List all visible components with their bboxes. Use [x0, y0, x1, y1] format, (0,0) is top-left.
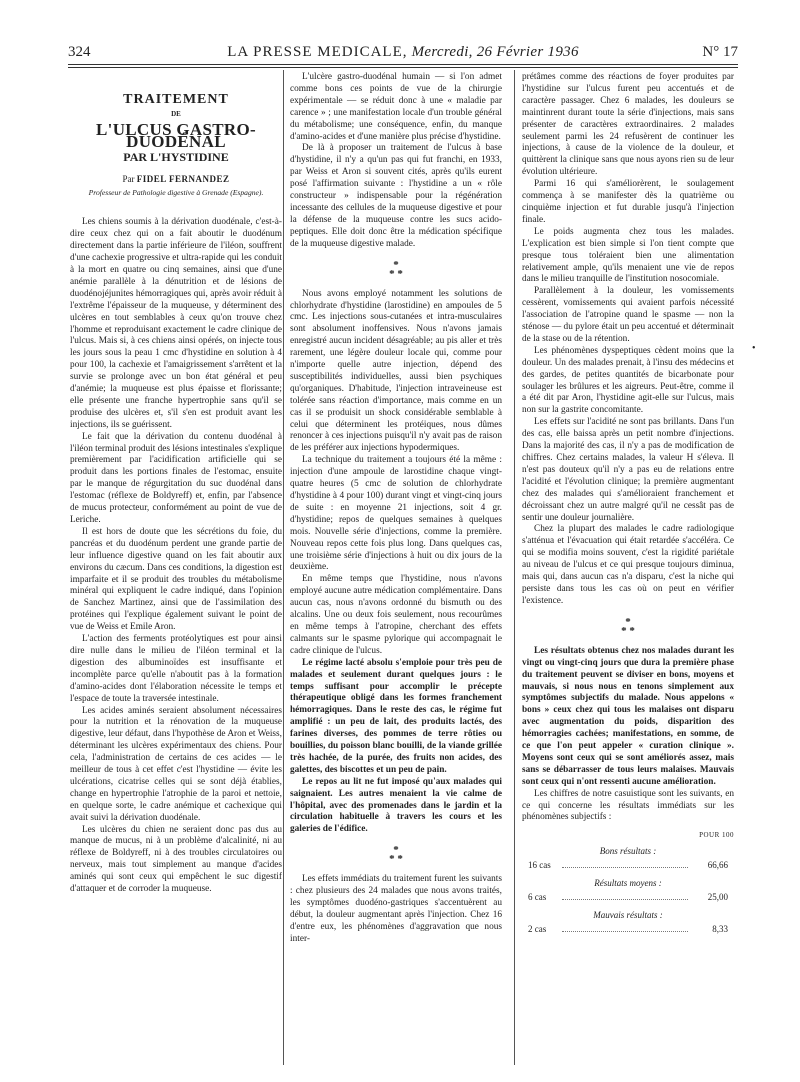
results-row [522, 892, 734, 907]
results-group [522, 878, 734, 907]
percent-value: 25,00 [707, 892, 728, 903]
column-3 [522, 72, 734, 939]
results-label: Bons résultats : [599, 846, 657, 857]
paragraph: Les chiffres de notre casuistique sont les suivants, en ce qui concerne les résultats immédiats sur les phénomènes subjectifs : [522, 788, 734, 823]
dot-leader [562, 899, 688, 900]
column-divider [283, 70, 284, 1065]
paragraph: Parallèlement à la douleur, les vomissements cessèrent, vomissements qui avaient parfois nécessité l'association de l'atropine quand le spasme — non la sténose — du pylore était un peu accentué et déterminait de la stase ou de la rétention. [522, 286, 734, 344]
article-title-block [70, 94, 282, 199]
paragraph: Nous avons employé notamment les solutions de chlorhydrate d'hystidine (larostidine) en ampoules de 5 cmc. Les injections sous-cutanées et intra-musculaires sont absolument inoffensives. Nous n'avons jamais enregistré aucun incident désagréable; au pis aller et très rarement, une légère douleur locale qui, comme pour n'importe quelle autre injection, dépend des susceptibilités individuelles, aussi bien psychiques qu'organiques. D'habitude, l'injection intraveineuse est tolérée sans réaction d'importance, mais comme en un cas il se produisit un shock considérable semblable à celui que déterminent les protéiques, nous dûmes renoncer à ces injections puisqu'il n'y avait pas de raison de les préférer aux injections hypodermiques. [290, 288, 502, 454]
paragraph: prétâmes comme des réactions de foyer produites par l'hystidine sur l'ulcus furent peu accentués et de caractère passager. Chez 6 malades, les douleurs se maintinrent durant toute la série d'injections, mais sans présenter de caractères extraordinaires. 2 malades seulement parmi les 24 refusèrent de continuer les injections, à cause de la violence de la douleur, et quittèrent la clinique sans que nous ayons rien su de leur évolution ultérieure. [522, 72, 734, 178]
paragraph: Il est hors de doute que les sécrétions du foie, du pancréas et du duodénum perdent une grande partie de leur influence digestive quand on les fait aboutir aux environs du cæcum. Dans ces conditions, la digestion est imparfaite et il se produit des troubles du métabolisme minéral qui expliquent le cadre indiqué, dans l'opinion de Sanchez Martinez, ainsi que de l'assimilation des protéines qui l'explique également suivant le point de vue de Weiss et Emile Aron. [70, 526, 282, 633]
dot-leader [562, 867, 688, 868]
paragraph: Les effets sur l'acidité ne sont pas brillants. Dans l'un des cas, elle baissa après un petit nombre d'injections. Dans la majorité des cas, il n'y a pas de modification de chiffres. Chez certains malades, la valeur H s'éleva. Il n'est pas douteux qu'il n'y a pas eu de relations entre l'acidité et l'évolution clinique; la première augmentant chez des malades qui s'amélioraient franchement et décroissant chez un autre malgré qu'il ne cessât pas de sentir une douleur journalière. [522, 417, 734, 523]
issue-date: Mercredi, 26 Février 1936 [411, 44, 579, 60]
header-rule [68, 64, 738, 65]
paragraph: Le fait que la dérivation du contenu duodénal à l'iléon terminal produit des lésions intestinales s'explique premièrement par l'acidification artificielle qui se produit dans les portions finales de l'estomac, ensuite par le manque de régurgitation du suc duodénal dans l'estomac (réflexe de Boldyreff) et, enfin, par l'absence de mucus protecteur, conformément au point de vue de Leriche. [70, 431, 282, 525]
column-2 [290, 72, 502, 946]
page-header [68, 44, 738, 66]
page-number: 324 [68, 44, 91, 60]
paragraph: Les chiens soumis à la dérivation duodénale, c'est-à-dire ceux chez qui on a fait aboutir le duodénum directement dans la partie inférieure de l'iléon, souffrent d'une cachexie progressive et ultra-rapide qui les conduit à la mort en quatre ou cinq semaines, ainsi que d'une anémie parallèle à la dénutrition et de lésions de duodénojéjunites hémorragiques qui, après avoir réduit à l'extrême l'épaisseur de la muqueuse, y déterminent des ulcères en tout semblables à ceux qu'on trouve chez l'homme et reproduisant exactement le cadre clinique de l'ulcus. Mais si, à ces chiens ainsi opérés, on injecte tous les jours sous la peau 1 cmc d'hystidine en solution à 4 pour 100, la cachexie et l'amaigrissement s'arrêtent et la survie se prolonge avec un bon état général et peu d'anémie; la muqueuse est plus épaisse et florissante; elle présente une franche hypertrophie sans qu'il se produise des ulcères et, s'il s'en est produit avant les injections, ils se guérissent. [70, 217, 282, 430]
title-line-3: PAR L'HYSTIDINE [123, 149, 229, 164]
paragraph: Les phénomènes dyspeptiques cèdent moins que la douleur. Un des malades prenait, à l'insu des médecins et des gardes, de petites quantités de bicarbonate pour soulager les brûlures et les aigreurs. Peut-être, comme il a été dit par Aron, l'hystidine agit-elle sur l'ulcus, mais non sur la gastrite concomitante. [522, 345, 734, 416]
byline [70, 174, 282, 186]
paragraph: De là à proposer un traitement de l'ulcus à base d'hystidine, il n'y a qu'un pas qui fut franchi, en 1933, par Weiss et Aron si souvent cités, après qu'ils eurent posé l'affirmation suivante : l'hystidine a un « rôle constructeur » indispensable pour la régénération incessante des cellules de la muqueuse digestive et pour la défense de la muqueuse contre les sucs acido-peptiques. Elle doit donc être la médication spécifique de la muqueuse digestive malade. [290, 143, 502, 249]
results-table [522, 830, 734, 939]
author-name: FIDEL FERNANDEZ [136, 173, 230, 184]
column-divider [514, 70, 515, 1065]
paragraph: Parmi 16 qui s'améliorèrent, le soulagement commença à se manifester dès la quatrième ou cinquième injection et fut durable jusqu'à l'injection finale. [522, 179, 734, 225]
author-prefix: Par [122, 173, 135, 184]
case-count: 2 cas [528, 924, 547, 934]
paragraph: Chez la plupart des malades le cadre radiologique s'atténua et l'évacuation qui était retardée s'accéléra. Ce qui se modifia moins souvent, c'est la rigidité pariétale au niveau de l'ulcus et ce qui presque toujours diminua, mais qui, dans aucun cas n'a disparu, c'est la niche qui persiste dans tous les cas où on peut en vérifier l'existence. [522, 524, 734, 606]
results-label: Mauvais résultats : [593, 910, 663, 921]
header-rule [68, 67, 738, 68]
percent-value: 66,66 [707, 860, 728, 871]
dot-leader [562, 931, 688, 932]
paragraph: Les acides aminés seraient absolument nécessaires pour la nutrition et la rénovation de la muqueuse digestive, leur défaut, dans l'hypothèse de Aron et Weiss, déterminant les ulcères expérimentaux des chiens. Pour cela, l'administration de certains de ces acides — le meilleur de tous à cet effet c'est l'hystidine — évite les ulcérations, cicatrise celles qui se sont déjà établies, change en hypertrophie l'atrophie de la paroi et nettoie, en quelque sorte, le cadre anémique et cachexique qui avait suivi la dérivation duodénale. [70, 705, 282, 823]
results-label: Résultats moyens : [594, 878, 662, 889]
column-1 [70, 72, 282, 896]
percent-value: 8,33 [712, 924, 728, 934]
paragraph: La technique du traitement a toujours été la même : injection d'une ampoule de larostidine chaque vingt-quatre heures (5 cmc de solution de chlorhydrate d'hystidine à 4 pour 100) durant vingt et vingt-cinq jours de suite : en moyenne 21 injections, soit 4 gr. d'hystidine; repos de quelques semaines à quelques mois. Nouvelle série d'injections, comme la première. Nouveau repos cette fois plus long. Dans quelques cas, une troisième série d'injections à huit ou dix jours de la deuxième. [290, 455, 502, 573]
case-count: 6 cas [528, 892, 547, 903]
journal-name: LA PRESSE MEDICALE, [227, 44, 408, 60]
paragraph: Les effets immédiats du traitement furent les suivants : chez plusieurs des 24 malades que nous avons traités, les symptômes duodéno-gastriques s'accentuèrent au début, la douleur augmentant après l'injection. Chez 16 d'entre eux, les phénomènes d'aggravation que nous inter- [290, 874, 502, 944]
paragraph-bold: Le repos au lit ne fut imposé qu'aux malades qui saignaient. Les autres menaient la vie calme de l'hôpital, avec des promenades dans le jardin et la circulation habituelle à travers les cours et les galeries de l'édifice. [290, 776, 502, 835]
section-separator: * * * [389, 258, 403, 280]
section-separator: * * * [389, 844, 403, 866]
title-line-1: TRAITEMENT [123, 92, 229, 107]
paragraph: L'action des ferments protéolytiques est pour ainsi dire nulle dans le milieu de l'iléon terminal et la digestion des albuminoïdes est insuffisante et incomplète parce qu'elle n'aboutit pas à la formation d'amino-acides dont l'élaboration nécessite le temps et l'espace de toute la traversée intestinale. [70, 634, 282, 704]
paragraph: En même temps que l'hystidine, nous n'avons employé aucune autre médication complémentaire. Dans aucun cas, nous n'avons ordonné du bismuth ou des alcalins. Une ou deux fois seulement, nous recourûmes en même temps à l'atropine, cherchant des effets calmants sur le spasme pylorique qui accompagnait le cadre clinique de l'ulcus. [290, 574, 502, 656]
running-head [68, 44, 738, 61]
case-count: 16 cas [528, 860, 551, 871]
margin-mark: • [752, 343, 756, 354]
results-row [522, 924, 734, 939]
results-group [522, 846, 734, 875]
author-affiliation: Professeur de Pathologie digestive à Grenade (Espagne). [88, 188, 264, 198]
issue-number: N° 17 [702, 44, 738, 60]
paragraph: Les ulcères du chien ne seraient donc pas dus au manque de mucus, ni à un problème d'alcalinité, ni au réflexe de Boldyreff, ni à des troubles circulatoires ou nerveux, mais tout simplement au manque d'acides aminés qui sont ceux qui empêchent le suc digestif d'attaquer et de corroder la muqueuse. [70, 824, 282, 895]
title-de: DE [171, 109, 181, 118]
paragraph: L'ulcère gastro-duodénal humain — si l'on admet comme bons ces points de vue de la chirurgie expérimentale — se réduit donc à une « maladie par carence » ; une manifestation locale d'un trouble général du métabolisme; une conséquence, enfin, du manque d'amino-acides et d'une manière plus précise d'hystidine. [290, 72, 502, 142]
section-separator: * * * [621, 615, 635, 637]
results-row [522, 860, 734, 875]
paragraph-bold: Les résultats obtenus chez nos malades durant les vingt ou vingt-cinq jours que dura la première phase du traitement peuvent se diviser en bons, moyens et mauvais, si nous nous en tenons simplement aux symptômes subjectifs du malade. Nous appelons « bons » ceux chez qui tous les malaises ont disparu avec augmentation du poids, disparition des hémorragies cachées; manifestations, en somme, de ce que l'on peut appeler « curation clinique ». Moyens sont ceux qui se sont améliorés assez, mais sans se débarrasser de tous leurs malaises. Mauvais sont ceux qui n'ont ressenti aucune amélioration. [522, 645, 734, 787]
percent-header: POUR 100 [699, 831, 734, 840]
paragraph-bold: Le régime lacté absolu s'emploie pour très peu de malades et seulement durant quelques jours : le temps suffisant pour accomplir le précepte thérapeutique obligé dans les formes franchement hémorragiques. Dans le reste des cas, le régime fut amplifié : un peu de lait, des produits lactés, des farines diverses, des pommes de terre rôties ou bouillies, du poisson blanc bouilli, de la viande grillée très hachée, de la purée, des fruits non acides, des galettes, des biscottes et un peu de pain. [290, 657, 502, 775]
paragraph: Le poids augmenta chez tous les malades. L'explication est bien simple si l'on tient compte que presque tous toléraient bien une alimentation relativement ample, qu'ils menaient une vie de repos dans le milieu tranquille de l'institution nosocomiale. [522, 226, 734, 285]
results-group [522, 910, 734, 939]
title-line-2: L'ULCUS GASTRO-DUODÉNAL [96, 119, 256, 151]
